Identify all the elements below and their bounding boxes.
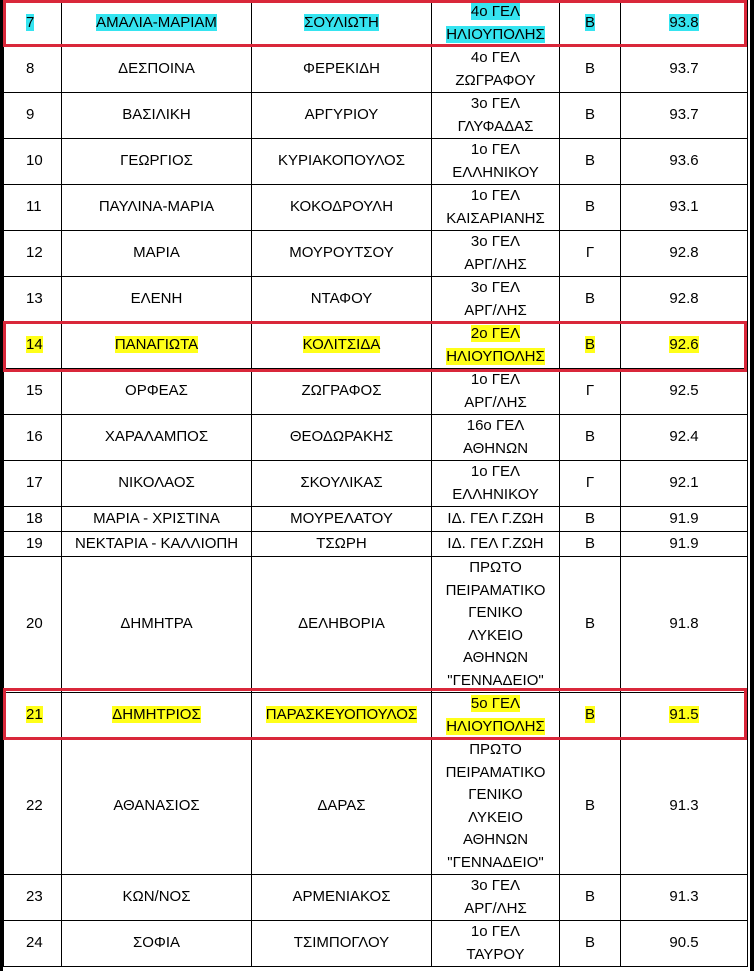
cell-last-name[interactable] — [252, 875, 432, 921]
cell-rank-text: 13 — [26, 290, 43, 308]
table-row — [4, 461, 748, 507]
cell-class[interactable] — [560, 532, 621, 557]
cell-score[interactable] — [621, 693, 748, 739]
cell-school-line: ΠΡΩΤΟ — [469, 559, 522, 576]
cell-first-name-text: ΔΕΣΠΟΙΝΑ — [118, 60, 195, 78]
table-row — [4, 47, 748, 93]
cell-school-line: "ΓΕΝΝΑΔΕΙΟ" — [447, 671, 544, 689]
cell-last-name[interactable] — [252, 323, 432, 369]
cell-score[interactable] — [621, 557, 748, 693]
cell-school-line: ΑΡΓ/ΛΗΣ — [464, 899, 527, 917]
cell-first-name[interactable] — [62, 277, 252, 323]
cell-rank[interactable] — [4, 739, 62, 875]
cell-first-name-text: ΣΟΦΙΑ — [132, 934, 181, 952]
cell-first-name[interactable] — [62, 369, 252, 415]
cell-last-name-text: ΣΟΥΛΙΩΤΗ — [304, 14, 379, 32]
cell-school-line: 16ο ΓΕΛ — [466, 417, 525, 434]
cell-rank[interactable] — [4, 557, 62, 693]
cell-first-name[interactable] — [62, 875, 252, 921]
cell-class[interactable] — [560, 739, 621, 875]
cell-first-name[interactable] — [62, 231, 252, 277]
table-row — [4, 231, 748, 277]
cell-first-name-text: ΟΡΦΕΑΣ — [125, 382, 188, 400]
cell-score-text: 91.9 — [669, 509, 699, 527]
cell-first-name[interactable] — [62, 47, 252, 93]
cell-score[interactable] — [621, 415, 748, 461]
cell-class-text: Β — [584, 797, 595, 815]
cell-score[interactable] — [621, 532, 748, 557]
cell-first-name[interactable] — [62, 739, 252, 875]
cell-school-line: ΓΕΝΙΚΟ — [468, 786, 523, 803]
cell-rank-text: 22 — [26, 797, 43, 815]
cell-score-text: 91.3 — [669, 888, 699, 906]
cell-class-text: Β — [584, 60, 595, 78]
cell-first-name-text: ΔΗΜΗΤΡΙΟΣ — [112, 706, 201, 724]
cell-last-name[interactable] — [252, 231, 432, 277]
cell-school[interactable] — [432, 532, 560, 557]
cell-class[interactable] — [560, 557, 621, 693]
cell-class-text: Γ — [585, 244, 595, 262]
cell-school-line: ΠΡΩΤΟ — [469, 741, 522, 758]
cell-school-line: ΚΑΙΣΑΡΙΑΝΗΣ — [446, 209, 545, 227]
cell-first-name[interactable] — [62, 93, 252, 139]
cell-score[interactable] — [621, 93, 748, 139]
cell-score-text: 90.5 — [669, 934, 699, 952]
cell-last-name[interactable] — [252, 415, 432, 461]
cell-rank[interactable] — [4, 693, 62, 739]
cell-rank[interactable] — [4, 532, 62, 557]
cell-last-name[interactable] — [252, 532, 432, 557]
cell-rank[interactable] — [4, 415, 62, 461]
cell-rank[interactable] — [4, 47, 62, 93]
cell-school-line: 2ο ΓΕΛ — [470, 325, 521, 342]
cell-last-name-text: ΔΕΛΗΒΟΡΙΑ — [298, 615, 385, 633]
table-row — [4, 507, 748, 532]
cell-school-line: 5ο ΓΕΛ — [470, 695, 521, 712]
cell-last-name[interactable] — [252, 369, 432, 415]
cell-first-name-text: ΠΑΝΑΓΙΩΤΑ — [114, 336, 199, 354]
results-table — [3, 0, 748, 967]
cell-first-name[interactable] — [62, 693, 252, 739]
cell-last-name[interactable] — [252, 557, 432, 693]
cell-score-text: 93.6 — [669, 152, 699, 170]
cell-rank-text: 23 — [26, 888, 43, 906]
cell-last-name-text: ΤΣΙΜΠΟΓΛΟΥ — [293, 934, 390, 952]
cell-school-line: ΠΕΙΡΑΜΑΤΙΚΟ — [445, 581, 546, 599]
cell-last-name-text: ΚΟΛΙΤΣΙΔΑ — [302, 336, 381, 354]
cell-first-name-text: ΒΑΣΙΛΙΚΗ — [122, 106, 191, 124]
cell-last-name-text: ΠΑΡΑΣΚΕΥΟΠΟΥΛΟΣ — [265, 706, 418, 724]
cell-score[interactable] — [621, 739, 748, 875]
cell-last-name-text: ΔΑΡΑΣ — [317, 797, 366, 815]
table-row — [4, 323, 748, 369]
cell-first-name-text: ΝΙΚΟΛΑΟΣ — [118, 474, 195, 492]
cell-class[interactable] — [560, 693, 621, 739]
cell-rank-text: 9 — [26, 106, 35, 124]
cell-last-name-text: ΑΡΜΕΝΙΑΚΟΣ — [292, 888, 391, 906]
cell-school-line: 1ο ΓΕΛ — [470, 141, 521, 158]
cell-school[interactable] — [432, 693, 560, 739]
cell-rank-text: 17 — [26, 474, 43, 492]
cell-first-name-text: ΧΑΡΑΛΑΜΠΟΣ — [104, 428, 209, 446]
cell-last-name[interactable] — [252, 921, 432, 967]
cell-school-line: ΠΕΙΡΑΜΑΤΙΚΟ — [445, 763, 546, 781]
cell-rank-text: 16 — [26, 428, 43, 446]
cell-rank[interactable] — [4, 231, 62, 277]
cell-class-text: Β — [584, 106, 595, 124]
cell-score-text: 91.3 — [669, 797, 699, 815]
cell-rank[interactable] — [4, 875, 62, 921]
cell-class[interactable] — [560, 507, 621, 532]
cell-last-name-text: ΜΟΥΡΕΛΑΤΟΥ — [290, 509, 393, 527]
cell-last-name[interactable] — [252, 693, 432, 739]
cell-first-name-text: ΔΗΜΗΤΡΑ — [120, 615, 193, 633]
cell-score[interactable] — [621, 185, 748, 231]
cell-score[interactable] — [621, 323, 748, 369]
cell-score-text: 93.1 — [669, 198, 699, 216]
cell-rank-text: 7 — [26, 14, 35, 32]
cell-class[interactable] — [560, 921, 621, 967]
cell-school-line: ΛΥΚΕΙΟ — [468, 626, 523, 644]
cell-school[interactable] — [432, 739, 560, 875]
cell-school-line: "ΓΕΝΝΑΔΕΙΟ" — [447, 853, 544, 871]
cell-last-name[interactable] — [252, 185, 432, 231]
cell-rank[interactable] — [4, 369, 62, 415]
cell-score-text: 93.8 — [669, 14, 699, 32]
cell-rank[interactable] — [4, 185, 62, 231]
cell-first-name-text: ΚΩΝ/ΝΟΣ — [122, 888, 191, 906]
cell-first-name[interactable] — [62, 532, 252, 557]
cell-school-line: 4ο ΓΕΛ — [470, 3, 521, 20]
cell-school-line: ΤΑΥΡΟΥ — [466, 945, 525, 963]
cell-school-line: 1ο ΓΕΛ — [470, 923, 521, 940]
cell-score-text: 92.6 — [669, 336, 699, 354]
cell-score-text: 91.9 — [669, 534, 699, 552]
cell-rank-text: 10 — [26, 152, 43, 170]
cell-school-line: ΓΛΥΦΑΔΑΣ — [457, 117, 534, 135]
table-row — [4, 369, 748, 415]
cell-rank-text: 24 — [26, 934, 43, 952]
cell-class[interactable] — [560, 93, 621, 139]
cell-score[interactable] — [621, 875, 748, 921]
cell-last-name-text: ΘΕΟΔΩΡΑΚΗΣ — [289, 428, 394, 446]
cell-score-text: 92.4 — [669, 428, 699, 446]
cell-school-line: ΗΛΙΟΥΠΟΛΗΣ — [446, 25, 545, 43]
cell-score-text: 93.7 — [669, 106, 699, 124]
cell-class[interactable] — [560, 461, 621, 507]
table-row — [4, 532, 748, 557]
cell-score-text: 92.1 — [669, 474, 699, 492]
cell-class[interactable] — [560, 47, 621, 93]
cell-class[interactable] — [560, 139, 621, 185]
cell-rank[interactable] — [4, 1, 62, 47]
cell-school-line: 4ο ΓΕΛ — [470, 49, 521, 66]
cell-school-line: ΕΛΛΗΝΙΚΟΥ — [452, 485, 539, 503]
cell-school-line: 1ο ΓΕΛ — [470, 371, 521, 388]
cell-first-name-text: ΑΜΑΛΙΑ-ΜΑΡΙΑΜ — [96, 14, 217, 32]
cell-school[interactable] — [432, 557, 560, 693]
cell-school[interactable] — [432, 1, 560, 47]
cell-first-name-text: ΜΑΡΙΑ - ΧΡΙΣΤΙΝΑ — [93, 509, 220, 527]
cell-first-name-text: ΜΑΡΙΑ — [133, 244, 180, 262]
cell-first-name[interactable] — [62, 1, 252, 47]
cell-first-name[interactable] — [62, 507, 252, 532]
cell-last-name-text: ΚΟΚΟΔΡΟΥΛΗ — [289, 198, 394, 216]
cell-school-line: 3ο ΓΕΛ — [470, 279, 521, 296]
cell-first-name[interactable] — [62, 323, 252, 369]
cell-first-name[interactable] — [62, 185, 252, 231]
cell-score-text: 91.5 — [669, 706, 699, 724]
cell-score[interactable] — [621, 139, 748, 185]
table-row — [4, 277, 748, 323]
cell-school[interactable] — [432, 139, 560, 185]
cell-last-name[interactable] — [252, 739, 432, 875]
cell-school-line: ΑΘΗΝΩΝ — [462, 831, 529, 848]
cell-score-text: 91.8 — [669, 615, 699, 633]
cell-first-name-text: ΕΛΕΝΗ — [130, 290, 183, 308]
cell-class[interactable] — [560, 231, 621, 277]
cell-school-line: ΑΘΗΝΩΝ — [462, 439, 529, 457]
cell-last-name-text: ΦΕΡΕΚΙΔΗ — [302, 60, 380, 78]
cell-class-text: Β — [584, 534, 595, 552]
cell-school[interactable] — [432, 507, 560, 532]
cell-rank-text: 15 — [26, 382, 43, 400]
cell-first-name[interactable] — [62, 461, 252, 507]
cell-class-text: Β — [584, 888, 595, 906]
cell-rank-text: 11 — [26, 198, 42, 216]
table-row — [4, 185, 748, 231]
cell-score[interactable] — [621, 369, 748, 415]
cell-class-text: Γ — [585, 382, 595, 400]
cell-rank[interactable] — [4, 323, 62, 369]
cell-school[interactable] — [432, 93, 560, 139]
cell-school[interactable] — [432, 921, 560, 967]
cell-last-name-text: ΝΤΑΦΟΥ — [310, 290, 373, 308]
cell-rank[interactable] — [4, 461, 62, 507]
cell-score[interactable] — [621, 1, 748, 47]
cell-class[interactable] — [560, 323, 621, 369]
cell-rank[interactable] — [4, 507, 62, 532]
cell-class-text: Β — [584, 509, 595, 527]
cell-school-line: 1ο ΓΕΛ — [470, 187, 521, 204]
cell-last-name[interactable] — [252, 507, 432, 532]
cell-score-text: 93.7 — [669, 60, 699, 78]
cell-rank-text: 18 — [26, 509, 43, 527]
cell-score[interactable] — [621, 921, 748, 967]
cell-school-line: ΛΥΚΕΙΟ — [468, 808, 523, 826]
cell-school-line: 3ο ΓΕΛ — [470, 95, 521, 112]
cell-last-name-text: ΜΟΥΡΟΥΤΣΟΥ — [289, 244, 394, 262]
cell-school-line: 3ο ΓΕΛ — [470, 877, 521, 894]
cell-first-name[interactable] — [62, 557, 252, 693]
cell-school[interactable] — [432, 185, 560, 231]
cell-school-line: ΑΡΓ/ΛΗΣ — [464, 301, 527, 319]
cell-class[interactable] — [560, 277, 621, 323]
table-row — [4, 139, 748, 185]
cell-score[interactable] — [621, 461, 748, 507]
cell-rank[interactable] — [4, 93, 62, 139]
cell-rank-text: 12 — [26, 244, 43, 262]
cell-school-line: ΑΘΗΝΩΝ — [462, 649, 529, 666]
cell-school[interactable] — [432, 323, 560, 369]
cell-school[interactable] — [432, 875, 560, 921]
cell-class-text: Γ — [585, 474, 595, 492]
cell-first-name-text: ΓΕΩΡΓΙΟΣ — [120, 152, 193, 170]
cell-class-text: Β — [584, 428, 595, 446]
table-row — [4, 875, 748, 921]
cell-class[interactable] — [560, 875, 621, 921]
cell-class-text: Β — [584, 934, 595, 952]
cell-school-line: ΗΛΙΟΥΠΟΛΗΣ — [446, 717, 545, 735]
cell-rank[interactable] — [4, 139, 62, 185]
cell-school-line: ΑΡΓ/ΛΗΣ — [464, 393, 527, 411]
table-row — [4, 739, 748, 875]
cell-class[interactable] — [560, 1, 621, 47]
cell-school[interactable] — [432, 47, 560, 93]
cell-rank-text: 8 — [26, 60, 35, 78]
cell-school-line: 3ο ΓΕΛ — [470, 233, 521, 250]
cell-score[interactable] — [621, 47, 748, 93]
cell-class[interactable] — [560, 185, 621, 231]
cell-first-name-text: ΠΑΥΛΙΝΑ-ΜΑΡΙΑ — [98, 198, 215, 216]
cell-last-name-text: ΖΩΓΡΑΦΟΣ — [301, 382, 382, 400]
cell-class[interactable] — [560, 415, 621, 461]
cell-school-line: ΙΔ. ΓΕΛ Γ.ΖΩΗ — [447, 534, 544, 552]
cell-score-text: 92.8 — [669, 244, 699, 262]
cell-last-name-text: ΚΥΡΙΑΚΟΠΟΥΛΟΣ — [278, 152, 405, 170]
cell-last-name-text: ΑΡΓΥΡΙΟΥ — [304, 106, 379, 124]
cell-last-name-text: ΤΣΩΡΗ — [316, 534, 367, 552]
cell-score[interactable] — [621, 231, 748, 277]
cell-school[interactable] — [432, 461, 560, 507]
cell-first-name[interactable] — [62, 415, 252, 461]
cell-score[interactable] — [621, 507, 748, 532]
cell-first-name-text: ΝΕΚΤΑΡΙΑ - ΚΑΛΛΙΟΠΗ — [74, 534, 239, 552]
cell-class-text: Β — [584, 14, 595, 32]
cell-school[interactable] — [432, 369, 560, 415]
cell-last-name[interactable] — [252, 461, 432, 507]
cell-first-name[interactable] — [62, 921, 252, 967]
cell-rank-text: 21 — [26, 706, 43, 724]
cell-rank[interactable] — [4, 921, 62, 967]
table-row — [4, 1, 748, 47]
cell-school-line: ΖΩΓΡΑΦΟΥ — [455, 71, 536, 89]
cell-last-name[interactable] — [252, 277, 432, 323]
cell-school[interactable] — [432, 415, 560, 461]
cell-school-line: ΑΡΓ/ΛΗΣ — [464, 255, 527, 273]
cell-last-name-text: ΣΚΟΥΛΙΚΑΣ — [300, 474, 383, 492]
cell-score[interactable] — [621, 277, 748, 323]
cell-school-line: ΓΕΝΙΚΟ — [468, 604, 523, 621]
table-row — [4, 557, 748, 693]
cell-last-name[interactable] — [252, 1, 432, 47]
cell-school[interactable] — [432, 231, 560, 277]
cell-rank-text: 20 — [26, 615, 43, 633]
table-row — [4, 93, 748, 139]
table-row — [4, 921, 748, 967]
results-table-body — [4, 1, 748, 967]
cell-class[interactable] — [560, 369, 621, 415]
table-row — [4, 693, 748, 739]
cell-last-name[interactable] — [252, 47, 432, 93]
cell-school[interactable] — [432, 277, 560, 323]
cell-class-text: Β — [584, 336, 595, 354]
cell-school-line: ΗΛΙΟΥΠΟΛΗΣ — [446, 347, 545, 365]
cell-school-line: ΙΔ. ΓΕΛ Γ.ΖΩΗ — [447, 509, 544, 527]
cell-school-line: 1ο ΓΕΛ — [470, 463, 521, 480]
cell-class-text: Β — [584, 615, 595, 633]
cell-class-text: Β — [584, 152, 595, 170]
cell-class-text: Β — [584, 290, 595, 308]
cell-rank-text: 19 — [26, 534, 43, 552]
cell-school-line: ΕΛΛΗΝΙΚΟΥ — [452, 163, 539, 181]
cell-rank-text: 14 — [26, 336, 43, 354]
cell-class-text: Β — [584, 198, 595, 216]
table-row — [4, 415, 748, 461]
cell-score-text: 92.5 — [669, 382, 699, 400]
cell-class-text: Β — [584, 706, 595, 724]
cell-last-name[interactable] — [252, 93, 432, 139]
cell-first-name-text: ΑΘΑΝΑΣΙΟΣ — [113, 797, 200, 815]
cell-score-text: 92.8 — [669, 290, 699, 308]
cell-rank[interactable] — [4, 277, 62, 323]
cell-first-name[interactable] — [62, 139, 252, 185]
cell-last-name[interactable] — [252, 139, 432, 185]
